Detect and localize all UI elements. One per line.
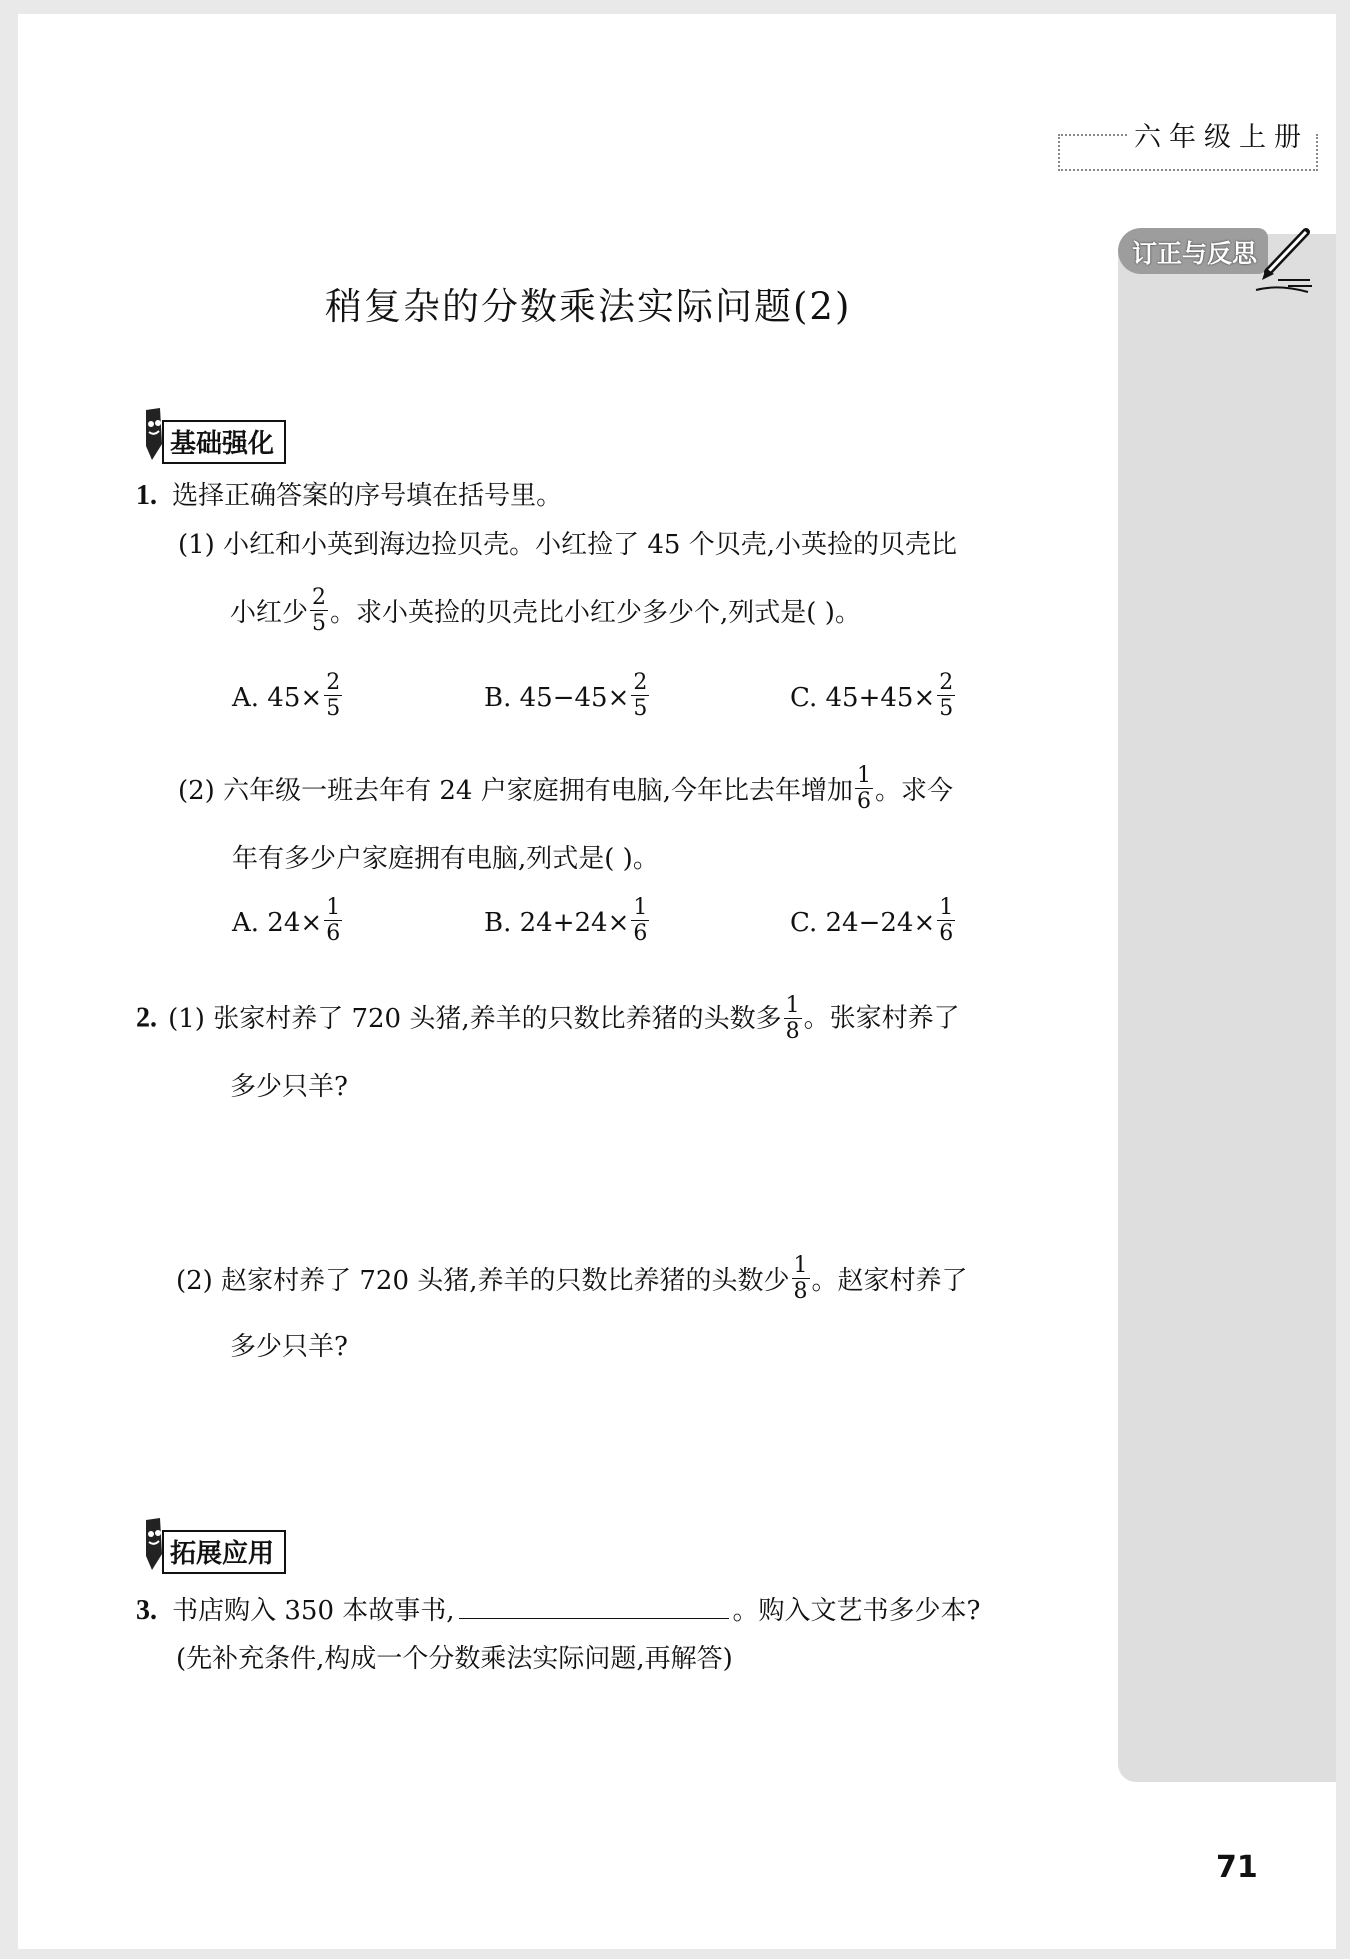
q1-1-text: 小红少	[230, 598, 309, 628]
section-extend	[138, 1524, 338, 1568]
grade-label: 六年级上册	[1128, 115, 1315, 154]
q3-line1: 3. 书店购入 350 本故事书, 。购入文艺书多少本?	[136, 1595, 981, 1626]
q3-line2: (先补充条件,构成一个分数乘法实际问题,再解答)	[176, 1644, 733, 1674]
q1-1-line1: (1) 小红和小英到海边捡贝壳。小红捡了 45 个贝壳,小英捡的贝壳比	[178, 530, 957, 560]
q2-1-line2: 多少只羊?	[230, 1072, 348, 1102]
section-basic	[138, 414, 338, 458]
q2-2-line1: (2) 赵家村养了 720 头猪,养羊的只数比养猪的头数少 $\frac{1}{8}$ 。赵家村养了	[176, 1253, 968, 1304]
q1-2-line2: 年有多少户家庭拥有电脑,列式是( )。	[232, 844, 659, 874]
fraction: $\frac{2}{5}$	[312, 585, 327, 636]
q1-1-option-a: A. 45× $\frac{2}{5}$	[232, 670, 341, 721]
fraction: $\frac{1}{6}$	[856, 763, 871, 814]
fraction: $\frac{1}{8}$	[793, 1253, 808, 1304]
q1-1-line2	[230, 585, 861, 638]
answer-blank[interactable]	[459, 1594, 729, 1619]
fraction: $\frac{1}{8}$	[785, 993, 800, 1044]
section-label: 基础强化	[162, 420, 286, 464]
page-title: 稍复杂的分数乘法实际问题(2)	[325, 285, 852, 328]
q1-1-option-c: C. 45+45× $\frac{2}{5}$	[790, 670, 954, 721]
q1-1-text: 。求小英捡的贝壳比小红少多少个,列式是( )。	[330, 598, 861, 628]
q1-line	[136, 480, 562, 512]
q1-2-option-c: C. 24−24× $\frac{1}{6}$	[790, 895, 954, 946]
notes-sidebar	[1118, 234, 1336, 1782]
q1-1-option-b: B. 45−45× $\frac{2}{5}$	[484, 670, 648, 721]
section-label: 拓展应用	[162, 1530, 286, 1574]
q3-number: 3.	[136, 1595, 157, 1626]
q1-2-option-a: A. 24× $\frac{1}{6}$	[232, 895, 341, 946]
q1-2-line1: (2) 六年级一班去年有 24 户家庭拥有电脑,今年比去年增加 $\frac{1}{6}$ 。求今	[178, 763, 953, 814]
q1-number: 1.	[136, 480, 157, 511]
pen-icon	[1248, 224, 1316, 294]
q1-2-option-b: B. 24+24× $\frac{1}{6}$	[484, 895, 648, 946]
page-number: 71	[1216, 1850, 1258, 1885]
q2-1-line1: 2. (1) 张家村养了 720 头猪,养羊的只数比养猪的头数多 $\frac{1}{8}$ 。张家村养了	[136, 993, 960, 1044]
q1-stem: 选择正确答案的序号填在括号里。	[172, 481, 563, 511]
q2-number: 2.	[136, 1002, 157, 1034]
notes-label: 订正与反思	[1132, 239, 1258, 268]
q2-2-line2: 多少只羊?	[230, 1332, 348, 1362]
